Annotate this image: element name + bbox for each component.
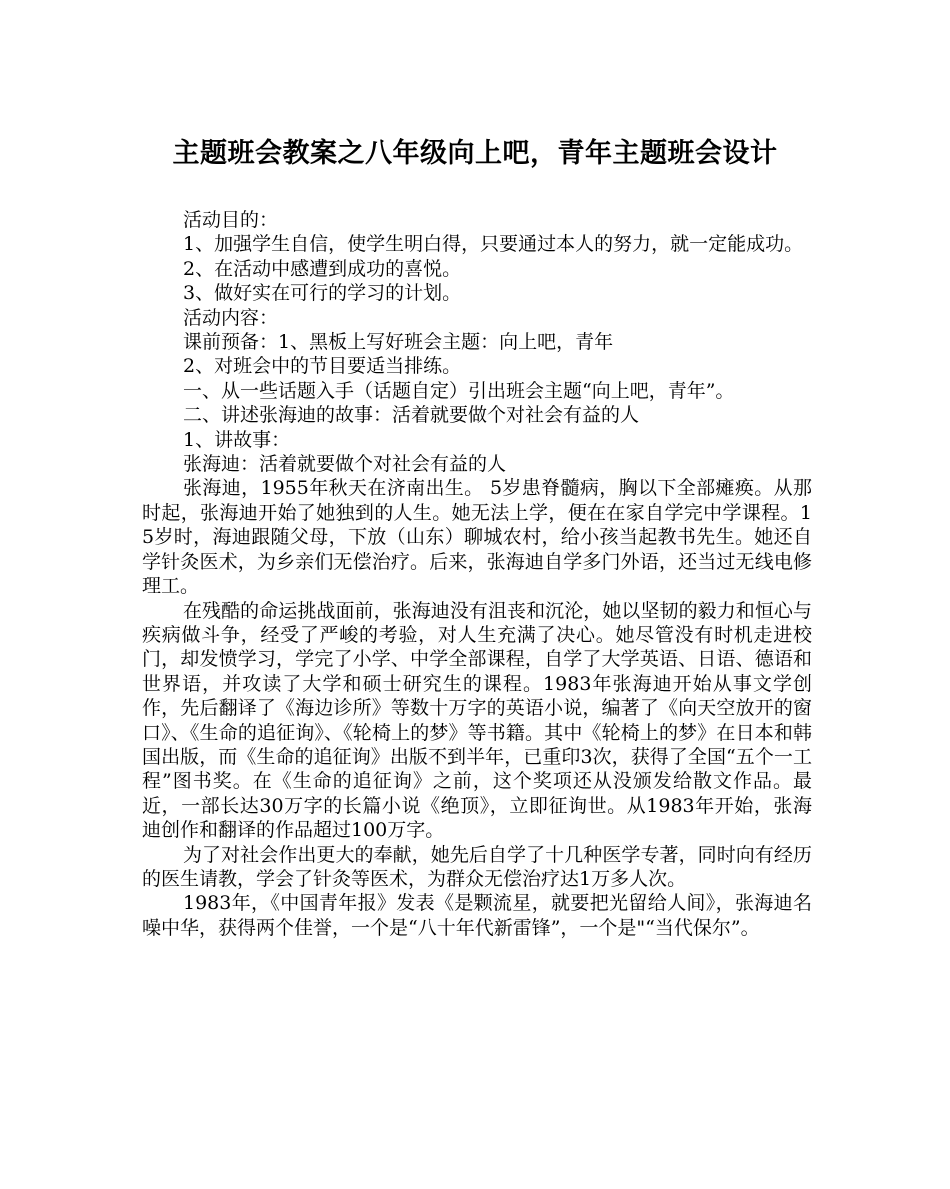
document-body bbox=[142, 208, 812, 940]
paragraph: 在残酷的命运挑战面前，张海迪没有沮丧和沉沦，她以坚韧的毅力和恒心与疾病做斗争，经受了严峻的考验，对人生充满了决心。她尽管没有时机走进校门，却发愤学习，学完了小学、中学全部课程，自学了大学英语、日语、德语和世界语，并攻读了大学和硕士研究生的课程。1983年张海迪开始从事文学创作，先后翻译了《海边诊所》等数十万字的英语小说，编著了《向天空放开的窗口》、《生命的追征询》、《轮椅上的梦》等书籍。其中《轮椅上的梦》在日本和韩国出版，而《生命的追征询》出版不到半年，已重印3次，获得了全国“五个一工程”图书奖。在《生命的追征询》之前，这个奖项还从没颁发给散文作品。最近，一部长达30万字的长篇小说《绝顶》，立即征询世。从1983年开始，张海迪创作和翻译的作品超过100万字。 bbox=[142, 599, 812, 842]
paragraph: 一、从一些话题入手（话题自定）引出班会主题“向上吧，青年”。 bbox=[183, 379, 735, 402]
paragraph: 1、讲故事： bbox=[183, 428, 291, 451]
paragraph: 活动内容： bbox=[183, 306, 279, 329]
paragraph: 张海迪，1955年秋天在济南出生。 5岁患脊髓病，胸以下全部瘫痪。从那时起，张海迪开始了她独到的人生。她无法上学，便在在家自学完中学课程。15岁时，海迪跟随父母，下放（山东）聊城农村，给小孩当起教书先生。她还自学针灸医术，为乡亲们无偿治疗。后来，张海迪自学多门外语，还当过无线电修理工。 bbox=[142, 477, 812, 598]
paragraph: 1、加强学生自信，使学生明白得，只要通过本人的努力，就一定能成功。 bbox=[183, 233, 804, 256]
paragraph: 3、做好实在可行的学习的计划。 bbox=[183, 282, 462, 305]
paragraph: 活动目的： bbox=[183, 209, 279, 231]
paragraph: 张海迪：活着就要做个对社会有益的人 bbox=[183, 453, 507, 476]
paragraph: 课前预备：1、黑板上写好班会主题：向上吧，青年 bbox=[183, 331, 614, 354]
paragraph: 2、在活动中感遭到成功的喜悦。 bbox=[183, 257, 462, 280]
paragraph: 2、对班会中的节目要适当排练。 bbox=[183, 355, 462, 378]
document-title: 主题班会教案之八年级向上吧，青年主题班会设计 bbox=[172, 138, 778, 169]
paragraph: 为了对社会作出更大的奉献，她先后自学了十几种医学专著，同时向有经历的医生请教，学会了针灸等医术，为群众无偿治疗达1万多人次。 bbox=[142, 843, 812, 890]
paragraph: 1983年，《中国青年报》发表《是颗流星，就要把光留给人间》，张海迪名噪中华，获得两个佳誉，一个是“八十年代新雷锋”，一个是"“当代保尔”。 bbox=[142, 892, 812, 939]
paragraph: 二、讲述张海迪的故事：活着就要做个对社会有益的人 bbox=[183, 404, 640, 427]
